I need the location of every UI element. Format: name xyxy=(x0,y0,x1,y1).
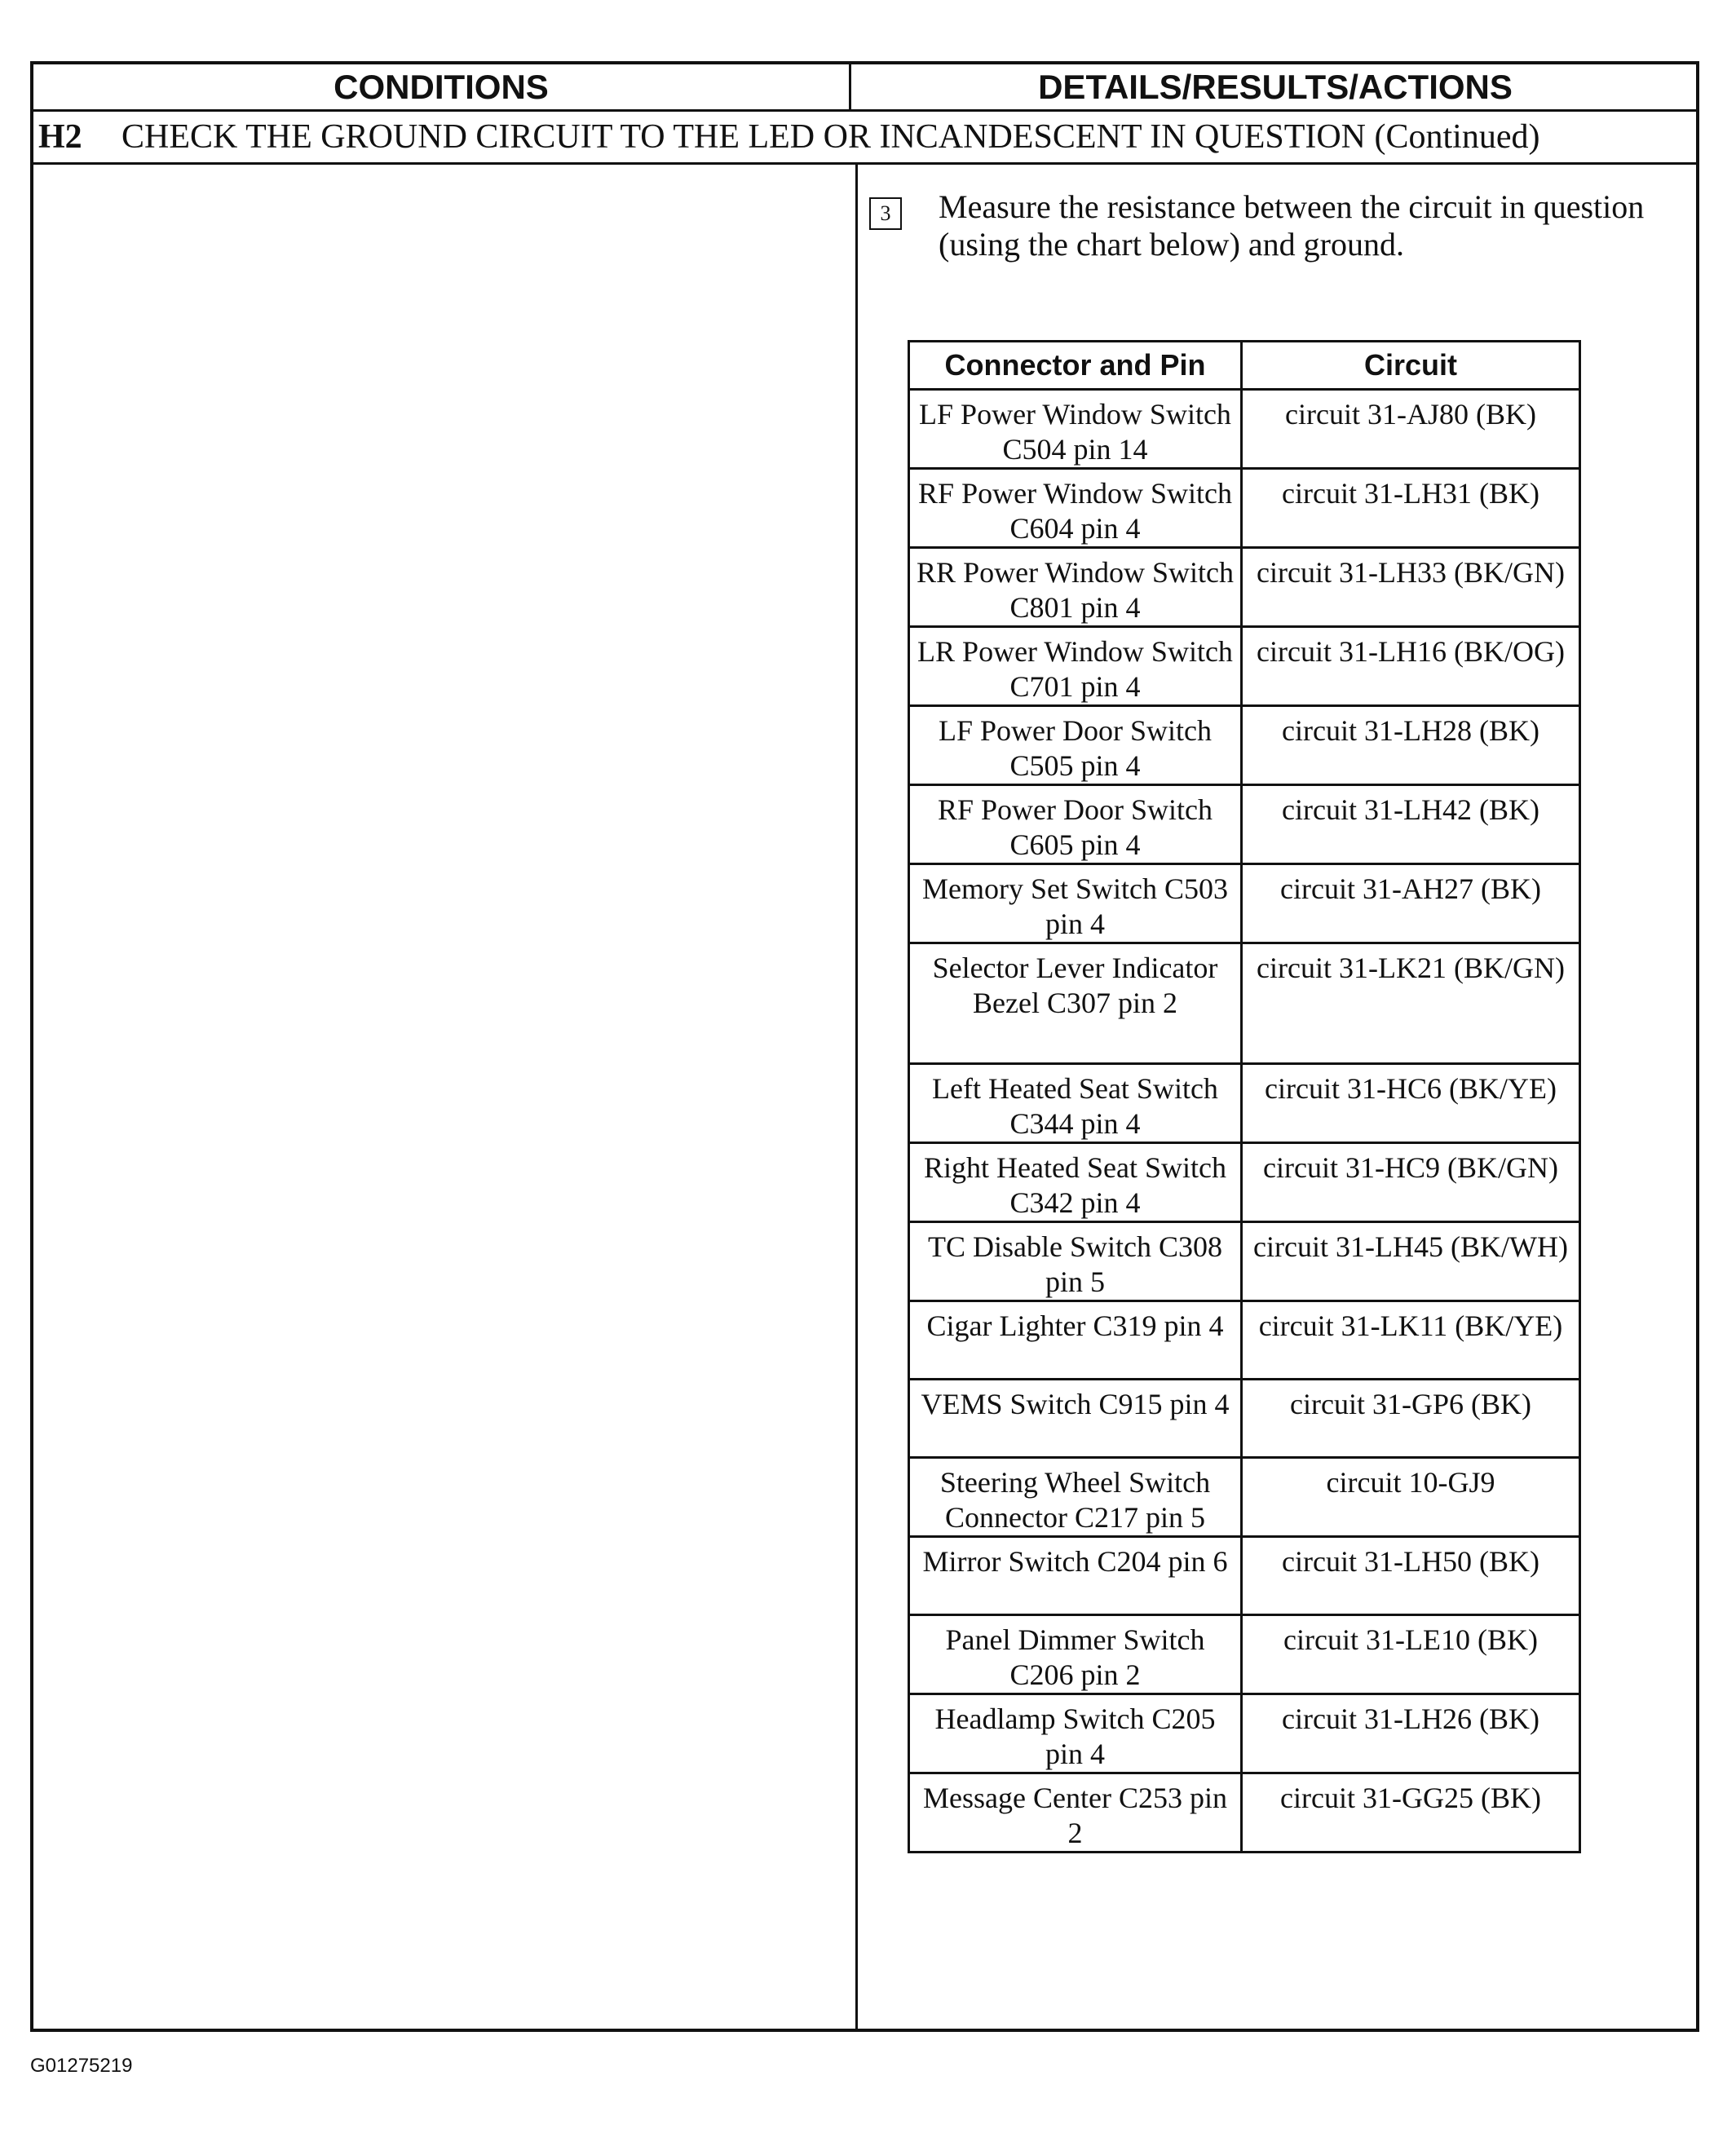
connector-cell: LF Power Door Switch C505 pin 4 xyxy=(909,706,1242,785)
circuit-cell: circuit 31-LH45 (BK/WH) xyxy=(1242,1222,1580,1301)
table-row xyxy=(909,1222,1580,1301)
table-row xyxy=(909,864,1580,943)
connector-cell: Panel Dimmer Switch C206 pin 2 xyxy=(909,1615,1242,1694)
table-row xyxy=(909,706,1580,785)
connector-cell: Memory Set Switch C503 pin 4 xyxy=(909,864,1242,943)
connector-cell: Cigar Lighter C319 pin 4 xyxy=(909,1301,1242,1380)
circuit-cell: circuit 10-GJ9 xyxy=(1242,1458,1580,1537)
table-row xyxy=(909,1064,1580,1143)
table-row xyxy=(909,1615,1580,1694)
circuit-cell: circuit 31-HC9 (BK/GN) xyxy=(1242,1143,1580,1222)
table-row xyxy=(909,1143,1580,1222)
circuit-cell: circuit 31-LK11 (BK/YE) xyxy=(1242,1301,1580,1380)
conditions-heading: CONDITIONS xyxy=(334,68,549,106)
circuit-cell: circuit 31-LH16 (BK/OG) xyxy=(1242,627,1580,706)
table-row xyxy=(909,1380,1580,1458)
table-row xyxy=(909,390,1580,469)
connector-circuit-table xyxy=(908,340,1581,1853)
connector-cell: Steering Wheel Switch Connector C217 pin 5 xyxy=(909,1458,1242,1537)
table-row xyxy=(909,785,1580,864)
table-row xyxy=(909,469,1580,548)
circuit-cell: circuit 31-LK21 (BK/GN) xyxy=(1242,943,1580,1064)
connector-cell: RF Power Window Switch C604 pin 4 xyxy=(909,469,1242,548)
table-row xyxy=(909,627,1580,706)
action-number-box: 3 xyxy=(869,197,902,230)
connector-cell: Message Center C253 pin 2 xyxy=(909,1773,1242,1853)
connector-cell: Right Heated Seat Switch C342 pin 4 xyxy=(909,1143,1242,1222)
circuit-column-header: Circuit xyxy=(1242,342,1580,390)
connector-cell: TC Disable Switch C308 pin 5 xyxy=(909,1222,1242,1301)
table-header-row xyxy=(909,342,1580,390)
action-instruction: Measure the resistance between the circuit in question (using the chart below) and ground. xyxy=(939,188,1645,263)
document-id: G01275219 xyxy=(30,2055,133,2077)
table-row xyxy=(909,1301,1580,1380)
column-header-row xyxy=(33,64,1696,112)
table-row xyxy=(909,1537,1580,1615)
circuit-cell: circuit 31-LH28 (BK) xyxy=(1242,706,1580,785)
details-heading: DETAILS/RESULTS/ACTIONS xyxy=(1038,68,1513,106)
column-divider xyxy=(855,165,858,2032)
table-row xyxy=(909,1458,1580,1537)
step-id: H2 xyxy=(38,118,82,156)
circuit-cell: circuit 31-LH50 (BK) xyxy=(1242,1537,1580,1615)
table-row xyxy=(909,1773,1580,1853)
table-row xyxy=(909,943,1580,1064)
connector-cell: RR Power Window Switch C801 pin 4 xyxy=(909,548,1242,627)
connector-cell: Selector Lever Indicator Bezel C307 pin 2 xyxy=(909,943,1242,1064)
circuit-cell: circuit 31-LH26 (BK) xyxy=(1242,1694,1580,1773)
table-row xyxy=(909,548,1580,627)
circuit-cell: circuit 31-LH42 (BK) xyxy=(1242,785,1580,864)
connector-cell: LF Power Window Switch C504 pin 14 xyxy=(909,390,1242,469)
connector-cell: Left Heated Seat Switch C344 pin 4 xyxy=(909,1064,1242,1143)
connector-cell: Mirror Switch C204 pin 6 xyxy=(909,1537,1242,1615)
step-title: CHECK THE GROUND CIRCUIT TO THE LED OR INCANDESCENT IN QUESTION (Continued) xyxy=(121,118,1540,156)
circuit-cell: circuit 31-GP6 (BK) xyxy=(1242,1380,1580,1458)
circuit-cell: circuit 31-GG25 (BK) xyxy=(1242,1773,1580,1853)
table-row xyxy=(909,1694,1580,1773)
circuit-cell: circuit 31-LE10 (BK) xyxy=(1242,1615,1580,1694)
circuit-cell: circuit 31-HC6 (BK/YE) xyxy=(1242,1064,1580,1143)
connector-cell: LR Power Window Switch C701 pin 4 xyxy=(909,627,1242,706)
connector-cell: RF Power Door Switch C605 pin 4 xyxy=(909,785,1242,864)
circuit-cell: circuit 31-AH27 (BK) xyxy=(1242,864,1580,943)
connector-cell: Headlamp Switch C205 pin 4 xyxy=(909,1694,1242,1773)
step-title-row xyxy=(33,112,1696,165)
circuit-cell: circuit 31-LH31 (BK) xyxy=(1242,469,1580,548)
connector-column-header: Connector and Pin xyxy=(909,342,1242,390)
circuit-cell: circuit 31-LH33 (BK/GN) xyxy=(1242,548,1580,627)
connector-cell: VEMS Switch C915 pin 4 xyxy=(909,1380,1242,1458)
circuit-cell: circuit 31-AJ80 (BK) xyxy=(1242,390,1580,469)
